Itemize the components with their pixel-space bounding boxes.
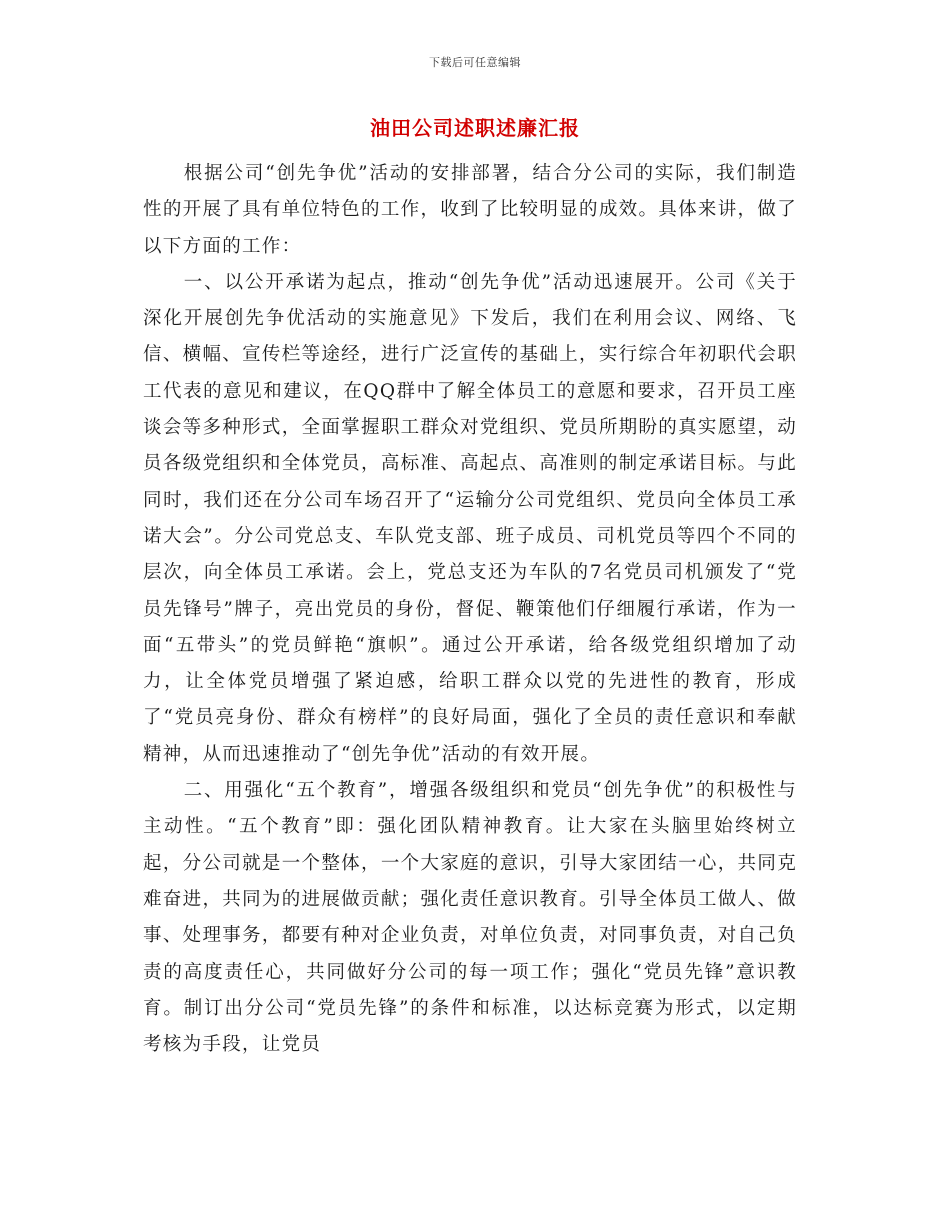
document-title: 油田公司述职述廉汇报 — [370, 116, 580, 140]
paragraph-section-two: 二、用强化“五个教育”，增强各级组织和党员“创先争优”的积极性与主动性。“五个教育”即：强化团队精神教育。让大家在头脑里始终树立起，分公司就是一个整体，一个大家庭的意识，引导大家团结一心，共同克难奋进，共同为的进展做贡献；强化责任意识教育。引导全体员工做人、做事、处理事务，都要有种对企业负责，对单位负责，对同事负责，对自己负责的高度责任心，共同做好分公司的每一项工作；强化“党员先锋”意识教育。制订出分公司“党员先锋”的条件和标准，以达标竞赛为形式，以定期考核为手段，让党员 — [143, 780, 797, 1056]
document-body — [143, 156, 797, 1063]
paragraph-intro: 根据公司“创先争优”活动的安排部署，结合分公司的实际，我们制造性的开展了具有单位特色的工作，收到了比较明显的成效。具体来讲，做了以下方面的工作： — [143, 163, 797, 257]
paragraph-section-one: 一、以公开承诺为起点，推动“创先争优”活动迅速展开。公司《关于深化开展创先争优活动的实施意见》下发后，我们在利用会议、网络、飞信、横幅、宣传栏等途经，进行广泛宣传的基础上，实行综合年初职代会职工代表的意见和建议，在QQ群中了解全体员工的意愿和要求，召开员工座谈会等多种形式，全面掌握职工群众对党组织、党员所期盼的真实愿望，动员各级党组织和全体党员，高标准、高起点、高准则的制定承诺目标。与此同时，我们还在分公司车场召开了“运输分公司党组织、党员向全体员工承诺大会”。分公司党总支、车队党支部、班子成员、司机党员等四个不同的层次，向全体员工承诺。会上，党总支还为车队的7名党员司机颁发了“党员先锋号”牌子，亮出党员的身份，督促、鞭策他们仔细履行承诺，作为一面“五带头”的党员鲜艳“旗帜”。通过公开承诺，给各级党组织增加了动力，让全体党员增强了紧迫感，给职工群众以党的先进性的教育，形成了“党员亮身份、群众有榜样”的良好局面，强化了全员的责任意识和奉献精神，从而迅速推动了“创先争优”活动的有效开展。 — [143, 271, 797, 765]
header-note: 下载后可任意编辑 — [429, 56, 521, 69]
